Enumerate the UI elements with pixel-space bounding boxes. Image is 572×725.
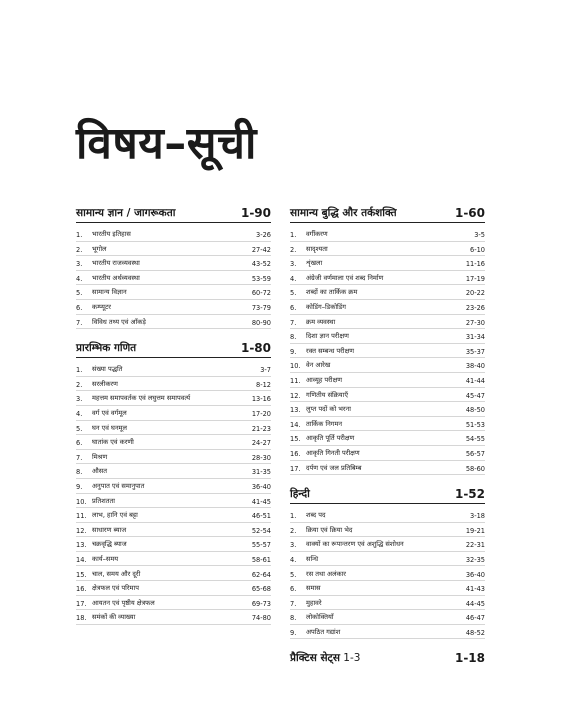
entry-pages: 41-44 — [465, 377, 485, 386]
section-header — [76, 204, 271, 223]
toc-entry[interactable] — [76, 508, 271, 523]
entry-number: 2. — [76, 245, 83, 254]
entry-number: 4. — [76, 274, 83, 283]
entry-title: भारतीय राजव्यवस्था — [92, 259, 140, 268]
section-spacer — [76, 329, 271, 339]
entry-number: 5. — [290, 570, 297, 579]
entry-title: कोडिंग–डिकोडिंग — [306, 303, 346, 312]
entry-number: 1. — [290, 231, 297, 240]
toc-entry[interactable] — [290, 537, 485, 552]
entry-pages: 3-18 — [470, 512, 485, 521]
entry-pages: 53-59 — [251, 274, 271, 283]
entry-number: 11. — [76, 512, 87, 521]
entry-title: घातांक एवं करणी — [92, 438, 134, 447]
entry-number: 16. — [76, 585, 87, 594]
entry-title: रक्त सम्बन्ध परीक्षण — [306, 346, 355, 355]
entry-pages: 45-47 — [465, 391, 485, 400]
entry-title: प्रतिशतता — [92, 496, 115, 505]
entry-pages: 51-53 — [465, 420, 485, 429]
entry-pages: 19-21 — [465, 526, 485, 535]
entry-pages: 32-35 — [465, 555, 485, 564]
section-title: प्रारम्भिक गणित — [76, 342, 137, 355]
toc-entry[interactable] — [76, 552, 271, 567]
section-header — [290, 204, 485, 223]
toc-entry[interactable] — [76, 537, 271, 552]
entry-number: 9. — [76, 483, 83, 491]
entry-number: 9. — [290, 628, 297, 637]
entry-pages: 38-40 — [465, 362, 485, 371]
entry-pages: 27-42 — [251, 245, 271, 254]
toc-entry[interactable] — [76, 494, 271, 509]
toc-entry[interactable] — [290, 256, 485, 271]
section-title: सामान्य बुद्धि और तर्कशक्ति — [290, 207, 397, 219]
entry-pages: 46-51 — [251, 512, 271, 521]
toc-entry[interactable] — [290, 358, 485, 373]
page-title: विषय–सूची — [76, 118, 257, 169]
entry-title: दिशा ज्ञान परीक्षण — [306, 332, 349, 341]
entry-number: 1. — [76, 231, 83, 240]
entry-title: अनुपात एवं समानुपात — [92, 482, 145, 490]
entry-title: क्रिया एवं क्रिया भेद — [306, 525, 353, 534]
entry-pages: 36-40 — [251, 483, 271, 491]
entry-number: 2. — [76, 380, 83, 389]
entry-title: औसत — [92, 467, 107, 476]
section-title: प्रैक्टिस सेट्स 1-3 — [290, 652, 361, 665]
entry-title: सरलीकरण — [92, 379, 118, 388]
entry-title: साधारण ब्याज — [92, 525, 127, 534]
toc-entry[interactable] — [290, 271, 485, 286]
entry-pages: 11-16 — [465, 260, 485, 269]
toc-entry[interactable] — [76, 435, 271, 450]
entry-pages: 48-52 — [465, 628, 485, 637]
entry-pages: 44-45 — [465, 599, 485, 608]
toc-entry[interactable] — [76, 610, 271, 625]
section-spacer — [290, 475, 485, 485]
entry-pages: 8-12 — [256, 380, 271, 389]
toc-entry[interactable] — [290, 285, 485, 300]
entry-title: क्षेत्रफल एवं परिमाप — [92, 584, 139, 593]
toc-entry[interactable] — [290, 523, 485, 538]
entry-pages: 56-57 — [465, 450, 485, 458]
toc-entry[interactable] — [290, 242, 485, 257]
entry-title: समंकों की व्याख्या — [92, 613, 136, 622]
entry-title: कार्य–समय — [92, 554, 119, 563]
entry-number: 6. — [290, 304, 297, 313]
toc-entry[interactable] — [76, 391, 271, 406]
entry-number: 3. — [290, 541, 297, 550]
entry-title: कम्प्यूटर — [92, 303, 111, 312]
toc-entry[interactable] — [76, 581, 271, 596]
entry-number: 4. — [76, 410, 83, 419]
toc-entry[interactable] — [76, 377, 271, 392]
toc-entry[interactable] — [290, 388, 485, 403]
entry-number: 3. — [290, 260, 297, 269]
entry-number: 3. — [76, 260, 83, 269]
entry-pages: 24-27 — [251, 439, 271, 448]
entry-number: 3. — [76, 395, 83, 404]
entry-title: वर्ग एवं वर्गमूल — [92, 409, 127, 418]
entry-number: 6. — [76, 439, 83, 448]
entry-title: आकृति गिनती परीक्षण — [306, 449, 360, 457]
toc-entry[interactable] — [290, 417, 485, 432]
entry-pages: 3-5 — [474, 231, 485, 240]
toc-entry[interactable] — [290, 431, 485, 446]
section-page-range: 1-18 — [454, 651, 485, 666]
section-page-range: 1-60 — [454, 206, 485, 220]
entry-number: 10. — [76, 497, 87, 506]
entry-number: 7. — [76, 453, 83, 462]
toc-entry[interactable] — [76, 300, 271, 315]
toc-entry[interactable] — [290, 552, 485, 567]
entry-title: शब्द पद — [306, 511, 326, 520]
section-header — [76, 339, 271, 358]
entry-number: 8. — [290, 333, 297, 342]
section-header — [290, 649, 485, 667]
entry-title: गणितीय संक्रियाएँ — [306, 390, 348, 399]
entry-pages: 65-68 — [251, 585, 271, 594]
entry-number: 14. — [290, 420, 301, 429]
entry-pages: 22-31 — [465, 541, 485, 550]
toc-entry[interactable] — [76, 315, 271, 330]
toc-entry[interactable] — [76, 285, 271, 300]
entry-title: लुप्त पदों को भरना — [306, 405, 351, 414]
entry-number: 15. — [76, 570, 87, 579]
entry-pages: 58-60 — [465, 464, 485, 473]
entry-title: लोकोक्तियाँ — [306, 613, 334, 622]
entry-number: 2. — [290, 526, 297, 535]
entry-title: दर्पण एवं जल प्रतिबिम्ब — [306, 463, 362, 472]
entry-pages: 54-55 — [465, 435, 485, 444]
toc-entry[interactable] — [290, 566, 485, 581]
entry-title: चक्रवृद्धि ब्याज — [92, 540, 127, 549]
entry-number: 14. — [76, 555, 87, 564]
toc-entry[interactable] — [290, 300, 485, 315]
entry-number: 8. — [76, 468, 83, 477]
toc-entry[interactable] — [290, 461, 485, 476]
entry-title: वर्गीकरण — [306, 230, 328, 239]
entry-number: 5. — [290, 289, 297, 298]
toc-entry[interactable] — [290, 581, 485, 596]
entry-number: 13. — [290, 406, 301, 415]
toc-entry[interactable] — [76, 242, 271, 257]
entry-pages: 6-10 — [470, 245, 485, 254]
entry-number: 6. — [76, 304, 83, 313]
toc-entry[interactable] — [290, 446, 485, 461]
toc-entry[interactable] — [76, 566, 271, 581]
entry-title: सामान्य विज्ञान — [92, 288, 127, 297]
entry-title: आयतन एवं पृष्ठीय क्षेत्रफल — [92, 598, 155, 607]
entry-pages: 58-61 — [251, 555, 271, 564]
entry-title: शृंखला — [306, 259, 323, 268]
section-page-range: 1-80 — [240, 341, 271, 356]
entry-pages: 74-80 — [251, 614, 271, 623]
entry-pages: 43-52 — [251, 260, 271, 269]
entry-title: आव्यूह परीक्षण — [306, 376, 343, 385]
entry-number: 7. — [290, 599, 297, 608]
toc-entry[interactable] — [290, 315, 485, 330]
entry-number: 17. — [76, 599, 87, 608]
entry-pages: 31-35 — [251, 468, 271, 477]
entry-number: 12. — [290, 391, 301, 400]
toc-entry[interactable] — [290, 373, 485, 388]
entry-pages: 60-72 — [251, 289, 271, 298]
entry-pages: 13-16 — [251, 395, 271, 404]
entry-number: 16. — [290, 450, 301, 458]
entry-pages: 80-90 — [251, 318, 271, 327]
entry-title: मुहावरे — [306, 598, 322, 607]
entry-pages: 31-34 — [465, 333, 485, 342]
entry-pages: 28-30 — [251, 453, 271, 462]
entry-number: 2. — [290, 245, 297, 254]
entry-number: 17. — [290, 464, 301, 473]
toc-entry[interactable] — [290, 625, 485, 640]
entry-title: अपठित गद्यांश — [306, 627, 341, 636]
entry-number: 9. — [290, 347, 297, 356]
entry-number: 6. — [290, 585, 297, 594]
entry-title: समास — [306, 584, 321, 593]
entry-pages: 3-26 — [256, 231, 271, 240]
section-header — [290, 485, 485, 504]
entry-title: भूगोल — [92, 244, 107, 253]
entry-number: 4. — [290, 555, 297, 564]
entry-pages: 73-79 — [251, 304, 271, 313]
section-title: हिन्दी — [290, 488, 310, 501]
entry-title: चाल, समय और दूरी — [92, 569, 141, 578]
entry-title: शब्दों का तार्किक क्रम — [306, 288, 358, 297]
entry-title: मिश्रण — [92, 452, 108, 461]
entry-pages: 17-19 — [465, 274, 485, 283]
entry-pages: 27-30 — [465, 318, 485, 327]
entry-pages: 3-7 — [260, 366, 271, 375]
toc-entry[interactable] — [290, 329, 485, 344]
entry-pages: 69-73 — [251, 599, 271, 608]
entry-number: 8. — [290, 614, 297, 623]
toc-column-left — [76, 204, 271, 625]
entry-title: तार्किक निगमन — [306, 419, 343, 428]
entry-title: आकृति पूर्ति परीक्षण — [306, 434, 355, 443]
section-page-range: 1-52 — [454, 487, 485, 502]
toc-entry[interactable] — [76, 362, 271, 377]
entry-number: 11. — [290, 377, 301, 386]
toc-entry[interactable] — [290, 402, 485, 417]
toc-entry[interactable] — [76, 523, 271, 538]
entry-pages: 41-43 — [465, 585, 485, 594]
toc-entry[interactable] — [76, 464, 271, 479]
entry-title: सादृश्यता — [306, 244, 328, 253]
section-spacer — [290, 639, 485, 649]
section-title-suffix: 1-3 — [339, 652, 361, 665]
entry-pages: 46-47 — [465, 614, 485, 623]
entry-pages: 35-37 — [465, 347, 485, 356]
entry-number: 13. — [76, 541, 87, 550]
entry-number: 5. — [76, 289, 83, 298]
section-page-range: 1-90 — [240, 206, 271, 220]
entry-title: रस तथा अलंकार — [306, 569, 347, 578]
entry-title: सन्धि — [306, 554, 319, 563]
toc-entry[interactable] — [290, 227, 485, 242]
toc-entry[interactable] — [76, 479, 271, 494]
toc-entry[interactable] — [290, 344, 485, 359]
entry-pages: 21-23 — [251, 424, 271, 433]
toc-entry[interactable] — [76, 450, 271, 465]
entry-title: वाक्यों का रूपान्तरण एवं अशुद्धि संशोधन — [306, 540, 404, 549]
toc-entry[interactable] — [76, 256, 271, 271]
entry-title: घन एवं घनमूल — [92, 423, 128, 432]
entry-title: महत्तम समापवर्तक एवं लघुत्तम समापवर्त्य — [92, 394, 191, 403]
entry-number: 7. — [290, 318, 297, 327]
entry-number: 18. — [76, 614, 87, 623]
section-title: सामान्य ज्ञान / जागरूकता — [76, 207, 176, 219]
entry-number: 12. — [76, 526, 87, 535]
toc-entry[interactable] — [290, 596, 485, 611]
entry-title: लाभ, हानि एवं बट्टा — [92, 511, 138, 520]
toc-entry[interactable] — [76, 227, 271, 242]
entry-number: 5. — [76, 424, 83, 433]
entry-pages: 55-57 — [251, 541, 271, 550]
entry-title: विविध तथ्य एवं आँकड़े — [92, 317, 146, 326]
entry-pages: 62-64 — [251, 570, 271, 579]
entry-number: 7. — [76, 318, 83, 327]
toc-entry[interactable] — [76, 271, 271, 286]
entry-title: संख्या पद्धति — [92, 365, 123, 374]
entry-pages: 23-26 — [465, 304, 485, 313]
entry-title: भारतीय अर्थव्यवस्था — [92, 273, 140, 282]
entry-title: भारतीय इतिहास — [92, 230, 131, 239]
toc-entry[interactable] — [76, 406, 271, 421]
entry-pages: 41-45 — [251, 497, 271, 506]
entry-title: वेन आरेख — [306, 361, 331, 370]
toc-entry[interactable] — [290, 508, 485, 523]
entry-pages: 20-22 — [465, 289, 485, 298]
entry-number: 4. — [290, 274, 297, 283]
entry-pages: 17-20 — [251, 410, 271, 419]
entry-number: 1. — [290, 512, 297, 521]
entry-title: क्रम व्यवस्था — [306, 317, 336, 326]
entry-number: 10. — [290, 362, 301, 371]
entry-pages: 52-54 — [251, 526, 271, 535]
toc-entry[interactable] — [290, 610, 485, 625]
entry-title: अंग्रेजी वर्णमाला एवं शब्द निर्माण — [306, 273, 384, 282]
toc-column-right — [290, 204, 485, 671]
entry-number: 1. — [76, 366, 83, 375]
entry-pages: 36-40 — [465, 570, 485, 579]
entry-number: 15. — [290, 435, 301, 444]
toc-entry[interactable] — [76, 421, 271, 436]
toc-entry[interactable] — [76, 596, 271, 611]
entry-pages: 48-50 — [465, 406, 485, 415]
